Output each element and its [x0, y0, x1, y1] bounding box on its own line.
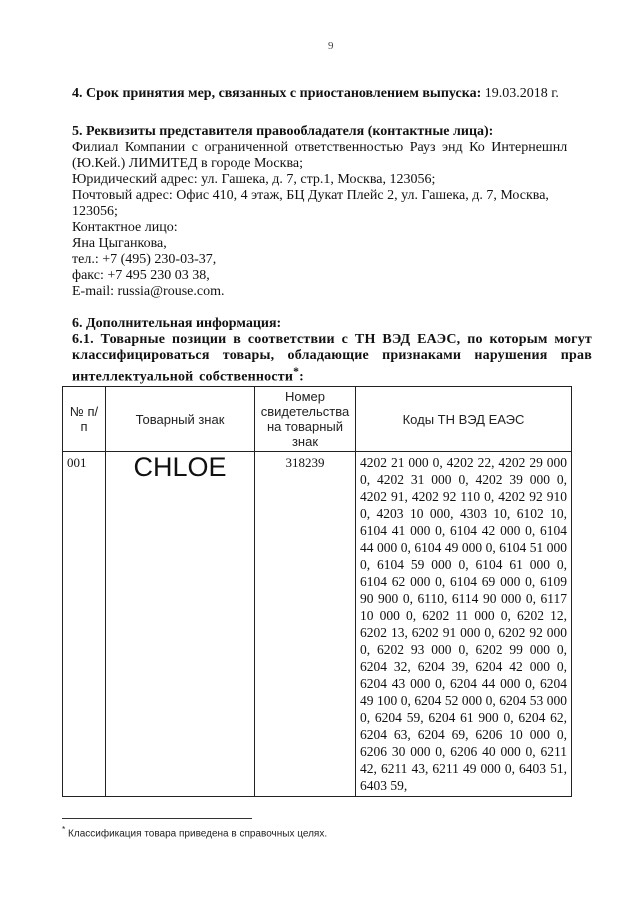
- section-4-heading: 4. Срок принятия мер, связанных с приостановлением выпуска:: [72, 86, 482, 101]
- certificate-number: 318239: [255, 452, 356, 797]
- footnote: [62, 824, 327, 839]
- table-row: [63, 452, 572, 797]
- footnote-reference: *: [293, 365, 300, 378]
- section-6-1-colon: :: [299, 369, 305, 385]
- section-5: [72, 124, 592, 300]
- tn-ved-table: [62, 386, 572, 797]
- header-certificate: Номер свидетельства на товарный знак: [255, 387, 356, 452]
- table-header-row: [63, 387, 572, 452]
- section-5-line: E-mail: russia@rouse.com.: [72, 284, 225, 299]
- section-5-line: 123056;: [72, 204, 118, 219]
- section-5-line: Яна Цыганкова,: [72, 236, 167, 251]
- footnote-text: Классификация товара приведена в справочных целях.: [65, 828, 328, 840]
- page-number: 9: [328, 40, 334, 52]
- section-5-line: тел.: +7 (495) 230-03-37,: [72, 252, 217, 267]
- section-5-line: Почтовый адрес: Офис 410, 4 этаж, БЦ Дукат Плейс 2, ул. Гашека, д. 7, Москва,: [72, 188, 549, 203]
- section-4: [72, 86, 592, 102]
- section-6-heading: 6. Дополнительная информация:: [72, 316, 282, 331]
- section-5-line: факс: +7 495 230 03 38,: [72, 268, 210, 283]
- section-5-line: Юридический адрес: ул. Гашека, д. 7, стр.1, Москва, 123056;: [72, 172, 436, 187]
- trademark-name: CHLOE: [106, 452, 255, 797]
- section-5-heading: 5. Реквизиты представителя правообладателя (контактные лица):: [72, 124, 494, 139]
- header-number: № п/п: [63, 387, 106, 452]
- row-number: 001: [63, 452, 106, 797]
- section-5-line: Филиал Компании с ограниченной ответственностью Рауз энд Ко Интернешнл: [72, 140, 568, 155]
- section-4-date: 19.03.2018 г.: [484, 86, 559, 101]
- section-5-line: (Ю.Кей.) ЛИМИТЕД в городе Москва;: [72, 156, 303, 171]
- footnote-mark: *: [62, 824, 66, 834]
- section-6: [72, 316, 592, 386]
- section-6-1-text: 6.1. Товарные позиции в соответствии с ТН ВЭД ЕАЭС, по которым могут классифицироваться товары, обладающие признаками нарушения прав интеллектуальной собственности: [72, 332, 592, 385]
- header-codes: Коды ТН ВЭД ЕАЭС: [356, 387, 572, 452]
- header-trademark: Товарный знак: [106, 387, 255, 452]
- section-6-1-heading: [72, 332, 592, 386]
- tn-ved-codes: 4202 21 000 0, 4202 22, 4202 29 000 0, 4202 31 000 0, 4202 39 000 0, 4202 91, 4202 92 110 0, 4202 92 910 0, 4203 10 000, 4303 10, 6102 10, 6104 41 000 0, 6104 42 000 0, 6104 44 000 0, 6104 49 000 0, 6104 51 000 0, 6104 59 000 0, 6104 61 000 0, 6104 62 000 0, 6104 69 000 0, 6109 90 900 0, 6110, 6114 90 000 0, 6117 10 000 0, 6202 11 000 0, 6202 12, 6202 13, 6202 91 000 0, 6202 92 000 0, 6202 93 000 0, 6202 99 000 0, 6204 32, 6204 39, 6204 42 000 0, 6204 43 000 0, 6204 44 000 0, 6204 49 100 0, 6204 52 000 0, 6204 53 000 0, 6204 59, 6204 61 900 0, 6204 62, 6204 63, 6204 69, 6206 10 000 0, 6206 30 000 0, 6206 40 000 0, 6211 42, 6211 43, 6211 49 000 0, 6403 51, 6403 59,: [356, 452, 572, 797]
- section-5-line: Контактное лицо:: [72, 220, 178, 235]
- footnote-divider: [62, 818, 252, 819]
